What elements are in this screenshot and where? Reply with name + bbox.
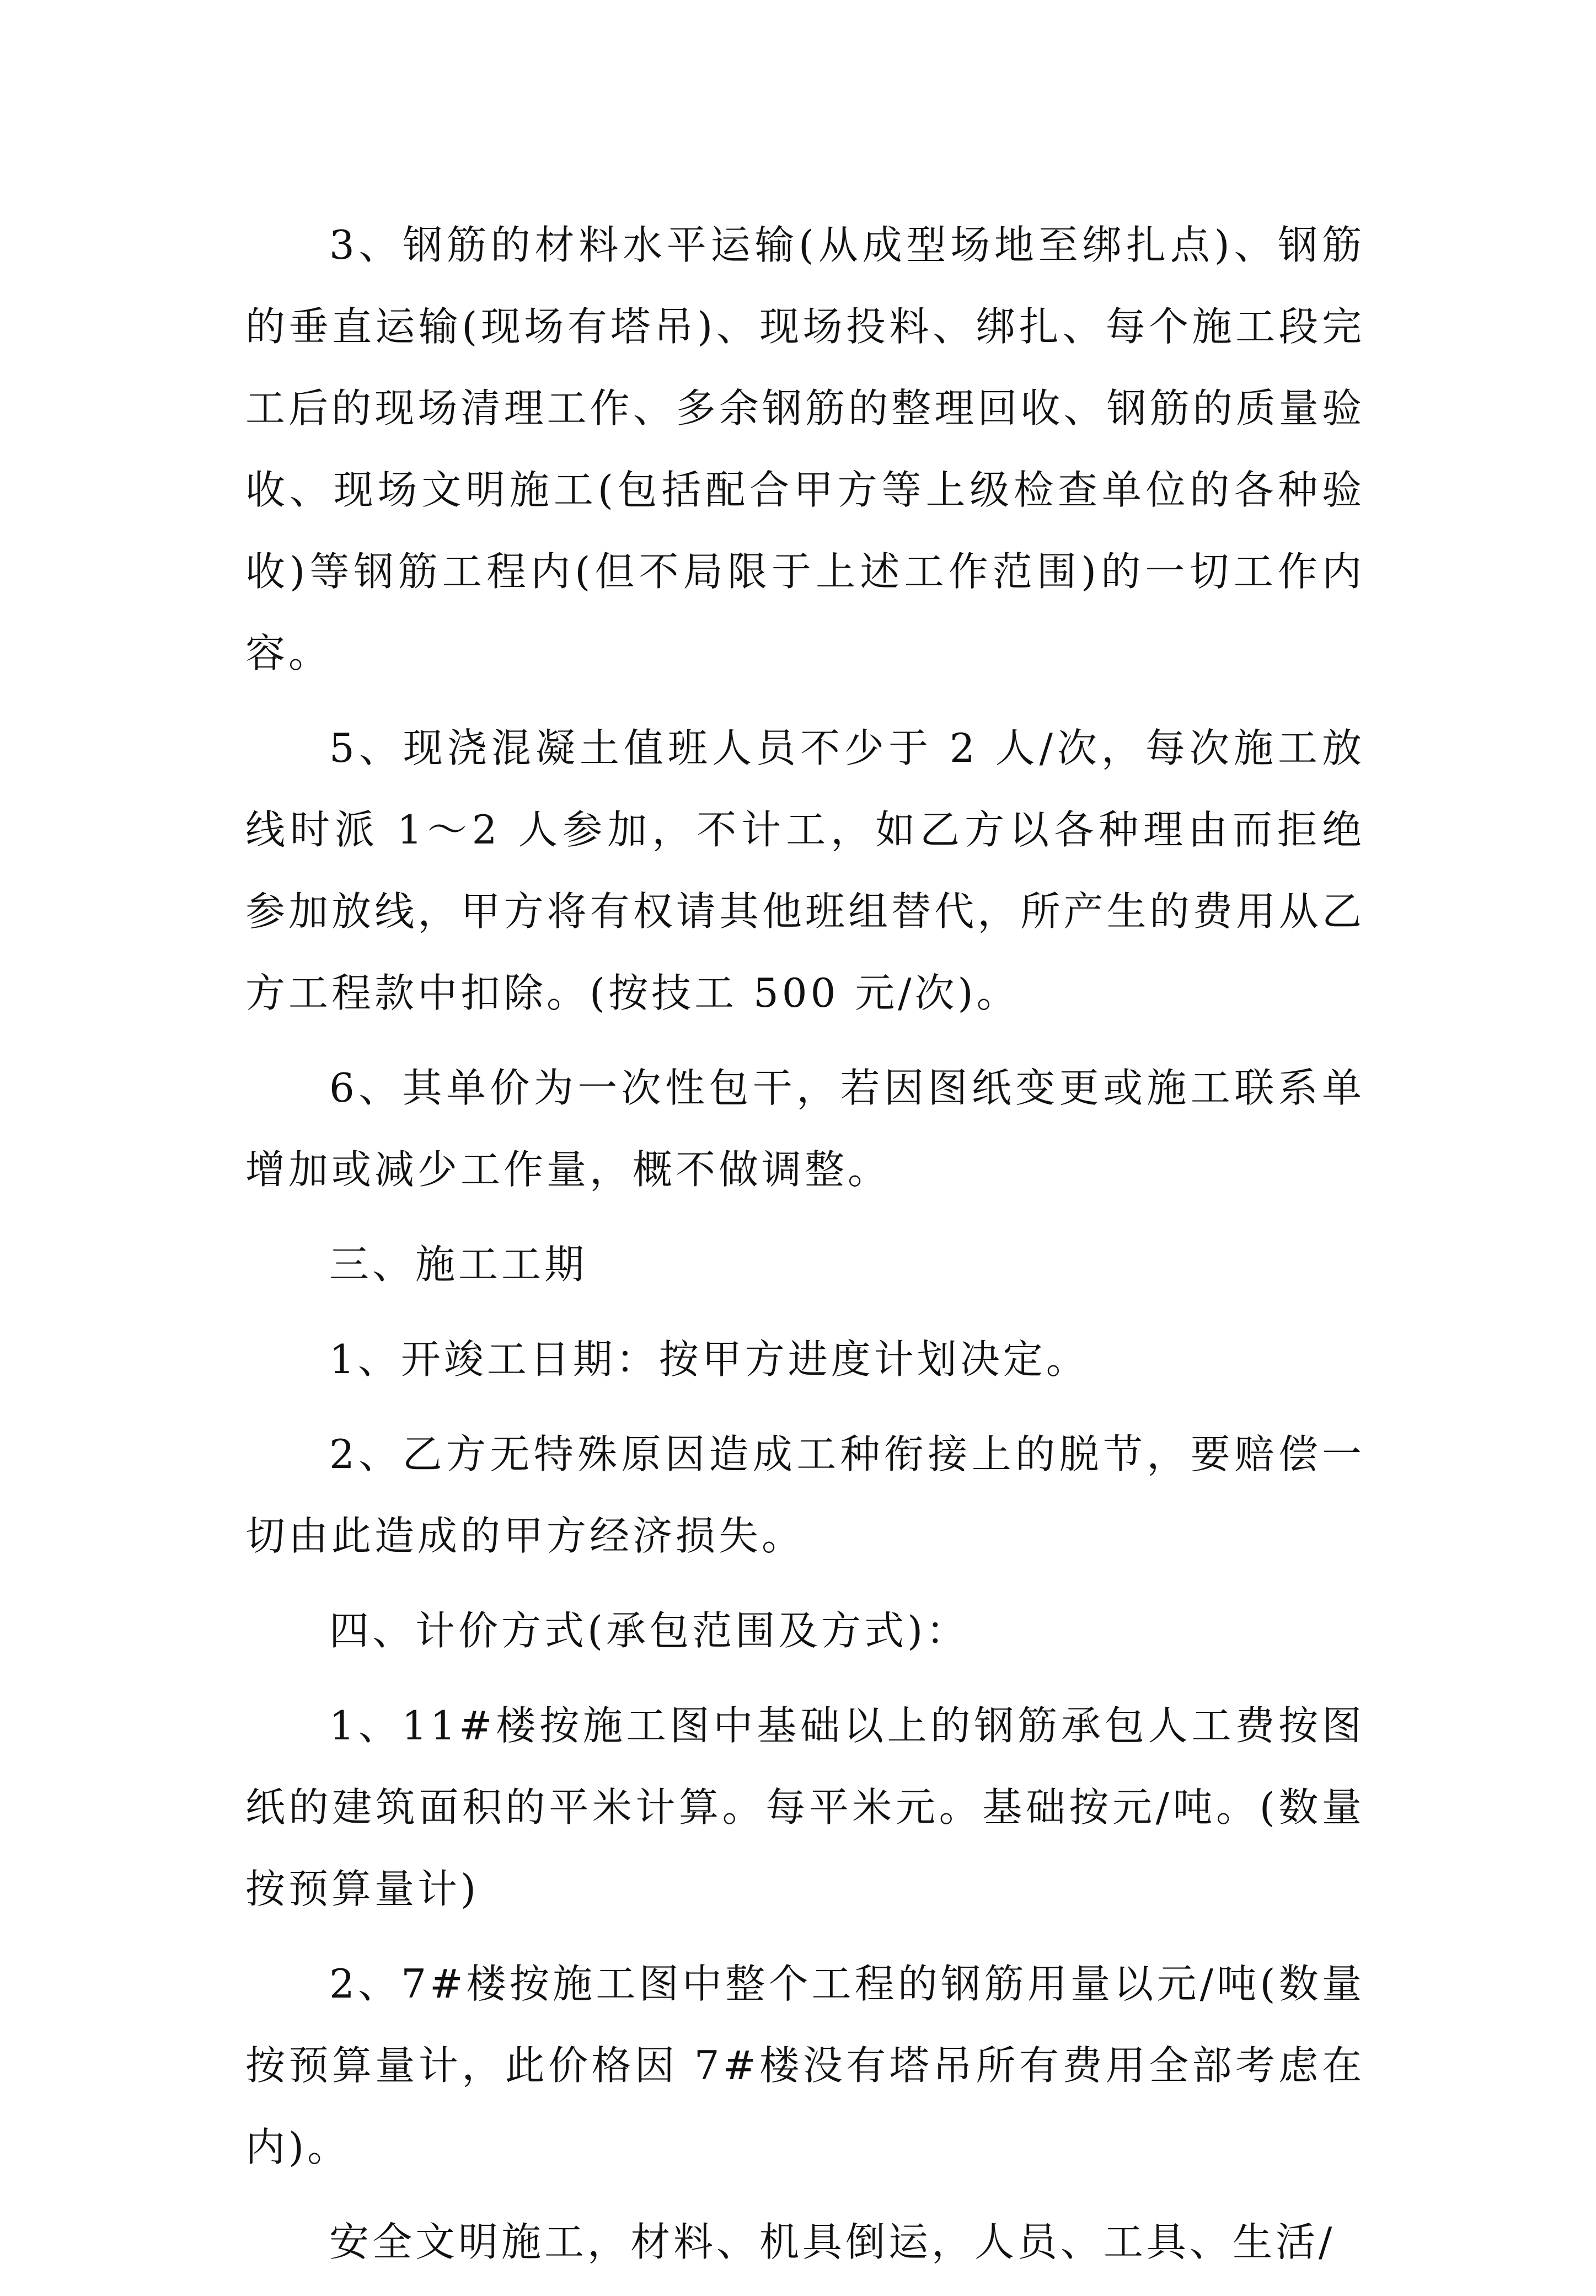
paragraph-safety: 安全文明施工，材料、机具倒运，人员、工具、生活/ bbox=[329, 2219, 1336, 2265]
paragraph-unit-price: 6、其单价为一次性包干，若因图纸变更或施工联系单增加或减少工作量，概不做调整。 bbox=[245, 1065, 1365, 1193]
paragraph-concrete-duty: 5、现浇混凝土值班人员不少于 2 人/次，每次施工放线时派 1～2 人参加，不计工，如乙方以各种理由而拒绝参加放线，甲方将有权请其他班组替代，所产生的费用从乙方工程款中扣除。(按技工 500 元/次)。 bbox=[245, 725, 1365, 1016]
paragraph-start-date: 1、开竣工日期：按甲方进度计划决定。 bbox=[329, 1336, 1089, 1382]
paragraph-building-11: 1、11#楼按施工图中基础以上的钢筋承包人工费按图纸的建筑面积的平米计算。每平米元。基础按元/吨。(数量按预算量计) bbox=[245, 1702, 1365, 1912]
paragraph-rebar-scope: 3、钢筋的材料水平运输(从成型场地至绑扎点)、钢筋的垂直运输(现场有塔吊)、现场投料、绑扎、每个施工段完工后的现场清理工作、多余钢筋的整理回收、钢筋的质量验收、现场文明施工(包括配合甲方等上级检查单位的各种验收)等钢筋工程内(但不局限于上述工作范围)的一切工作内容。 bbox=[245, 222, 1365, 676]
paragraph-delay-compensation: 2、乙方无特殊原因造成工种衔接上的脱节，要赔偿一切由此造成的甲方经济损失。 bbox=[245, 1431, 1365, 1559]
document-body bbox=[245, 204, 1365, 2296]
section-heading-pricing: 四、计价方式(承包范围及方式)： bbox=[329, 1608, 970, 1654]
section-heading-schedule: 三、施工工期 bbox=[329, 1241, 588, 1288]
paragraph-building-7: 2、7#楼按施工图中整个工程的钢筋用量以元/吨(数量按预算量计，此价格因 7#楼没有塔吊所有费用全部考虑在内)。 bbox=[245, 1961, 1365, 2170]
